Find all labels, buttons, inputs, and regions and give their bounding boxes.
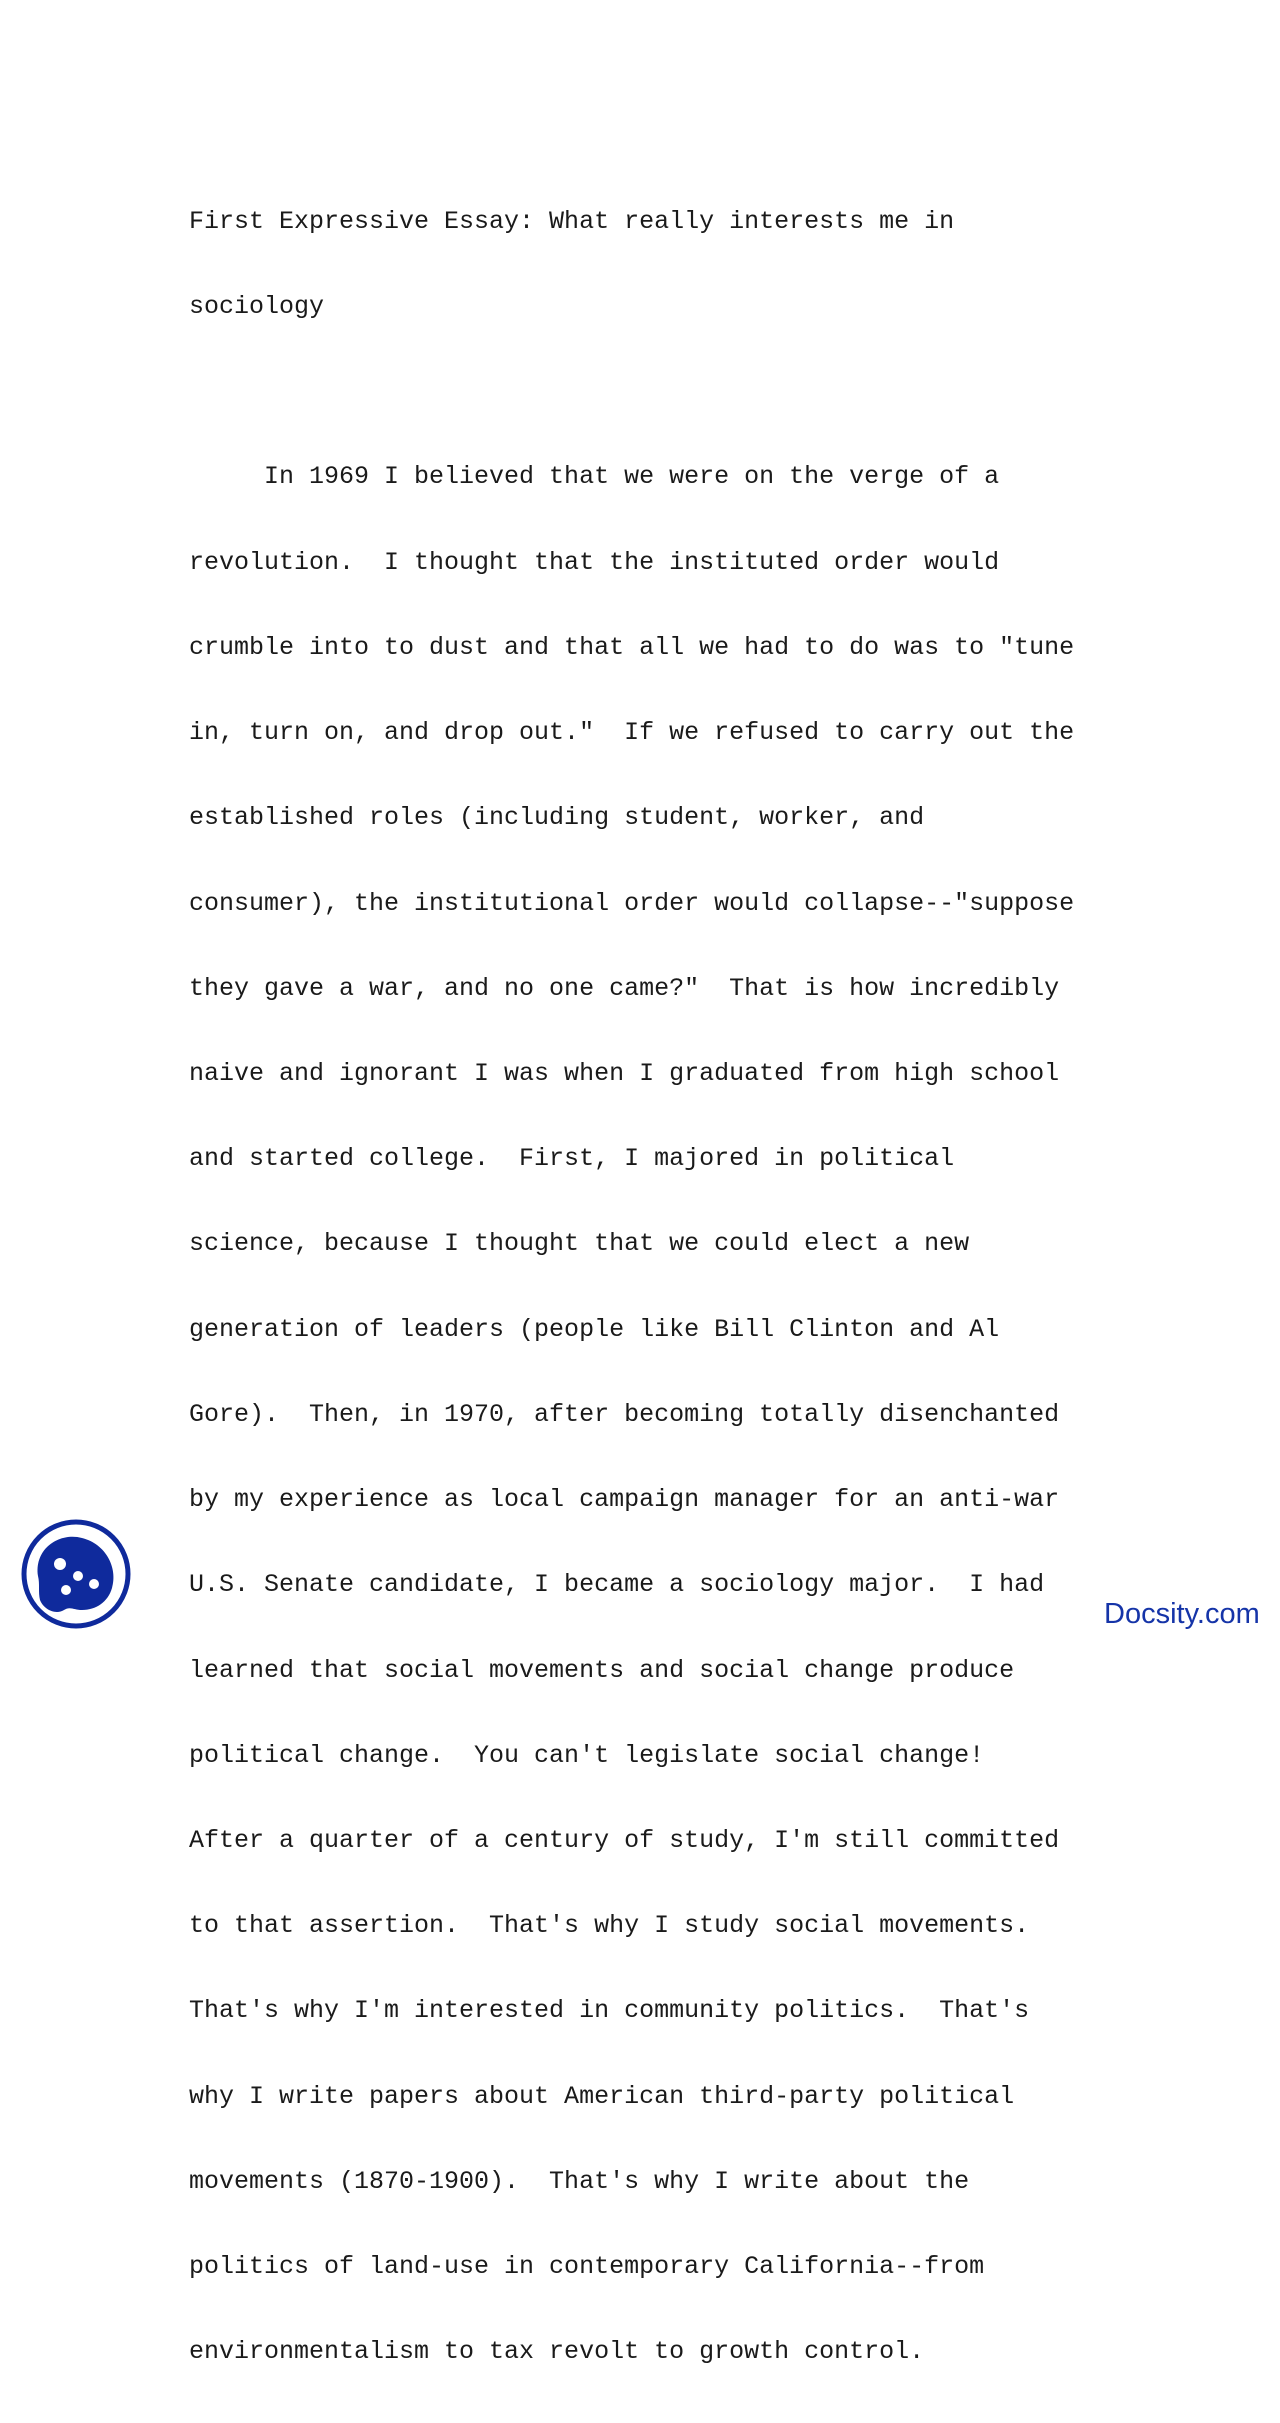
essay-line-16: political change. You can't legislate social change!	[189, 1740, 985, 1770]
essay-line-9: and started college. First, I majored in political	[189, 1144, 955, 1174]
essay-line-19: That's why I'm interested in community politics. That's	[189, 1996, 1030, 2026]
essay-line-3: crumble into to dust and that all we had to do was to "tune	[189, 632, 1075, 662]
docsity-brand-link[interactable]: Docsity.com	[1104, 1598, 1260, 1630]
essay-line-17: After a quarter of a century of study, I'm still committed	[189, 1825, 1060, 1855]
essay-line-18: to that assertion. That's why I study social movements.	[189, 1911, 1030, 1941]
essay-line-20: why I write papers about American third-party political	[189, 2081, 1015, 2111]
essay-line-4: in, turn on, and drop out." If we refused to carry out the	[189, 718, 1075, 748]
docsity-logo-icon[interactable]	[20, 1518, 132, 1630]
essay-line-8: naive and ignorant I was when I graduated from high school	[189, 1058, 1060, 1088]
essay-line-5: established roles (including student, worker, and	[189, 803, 925, 833]
essay-line-13: by my experience as local campaign manager for an anti-war	[189, 1485, 1060, 1515]
essay-line-21: movements (1870-1900). That's why I write about the	[189, 2166, 970, 2196]
essay-title-line-2: sociology	[189, 292, 325, 322]
essay-text	[189, 151, 1074, 2423]
essay-line-12: Gore). Then, in 1970, after becoming totally disenchanted	[189, 1399, 1060, 1429]
essay-line-23: environmentalism to tax revolt to growth control.	[189, 2337, 925, 2367]
paragraph-gap	[189, 378, 1074, 406]
essay-line-6: consumer), the institutional order would collapse--"suppose	[189, 888, 1075, 918]
essay-title-line-1: First Expressive Essay: What really interests me in	[189, 206, 955, 236]
essay-line-7: they gave a war, and no one came?" That is how incredibly	[189, 973, 1060, 1003]
essay-line-2: revolution. I thought that the instituted order would	[189, 547, 1000, 577]
essay-line-1: In 1969 I believed that we were on the verge of a	[189, 462, 1000, 492]
essay-line-22: politics of land-use in contemporary California--from	[189, 2252, 985, 2282]
essay-line-14: U.S. Senate candidate, I became a sociology major. I had	[189, 1570, 1045, 1600]
essay-line-10: science, because I thought that we could elect a new	[189, 1229, 970, 1259]
essay-line-15: learned that social movements and social change produce	[189, 1655, 1015, 1685]
essay-line-11: generation of leaders (people like Bill Clinton and Al	[189, 1314, 1000, 1344]
